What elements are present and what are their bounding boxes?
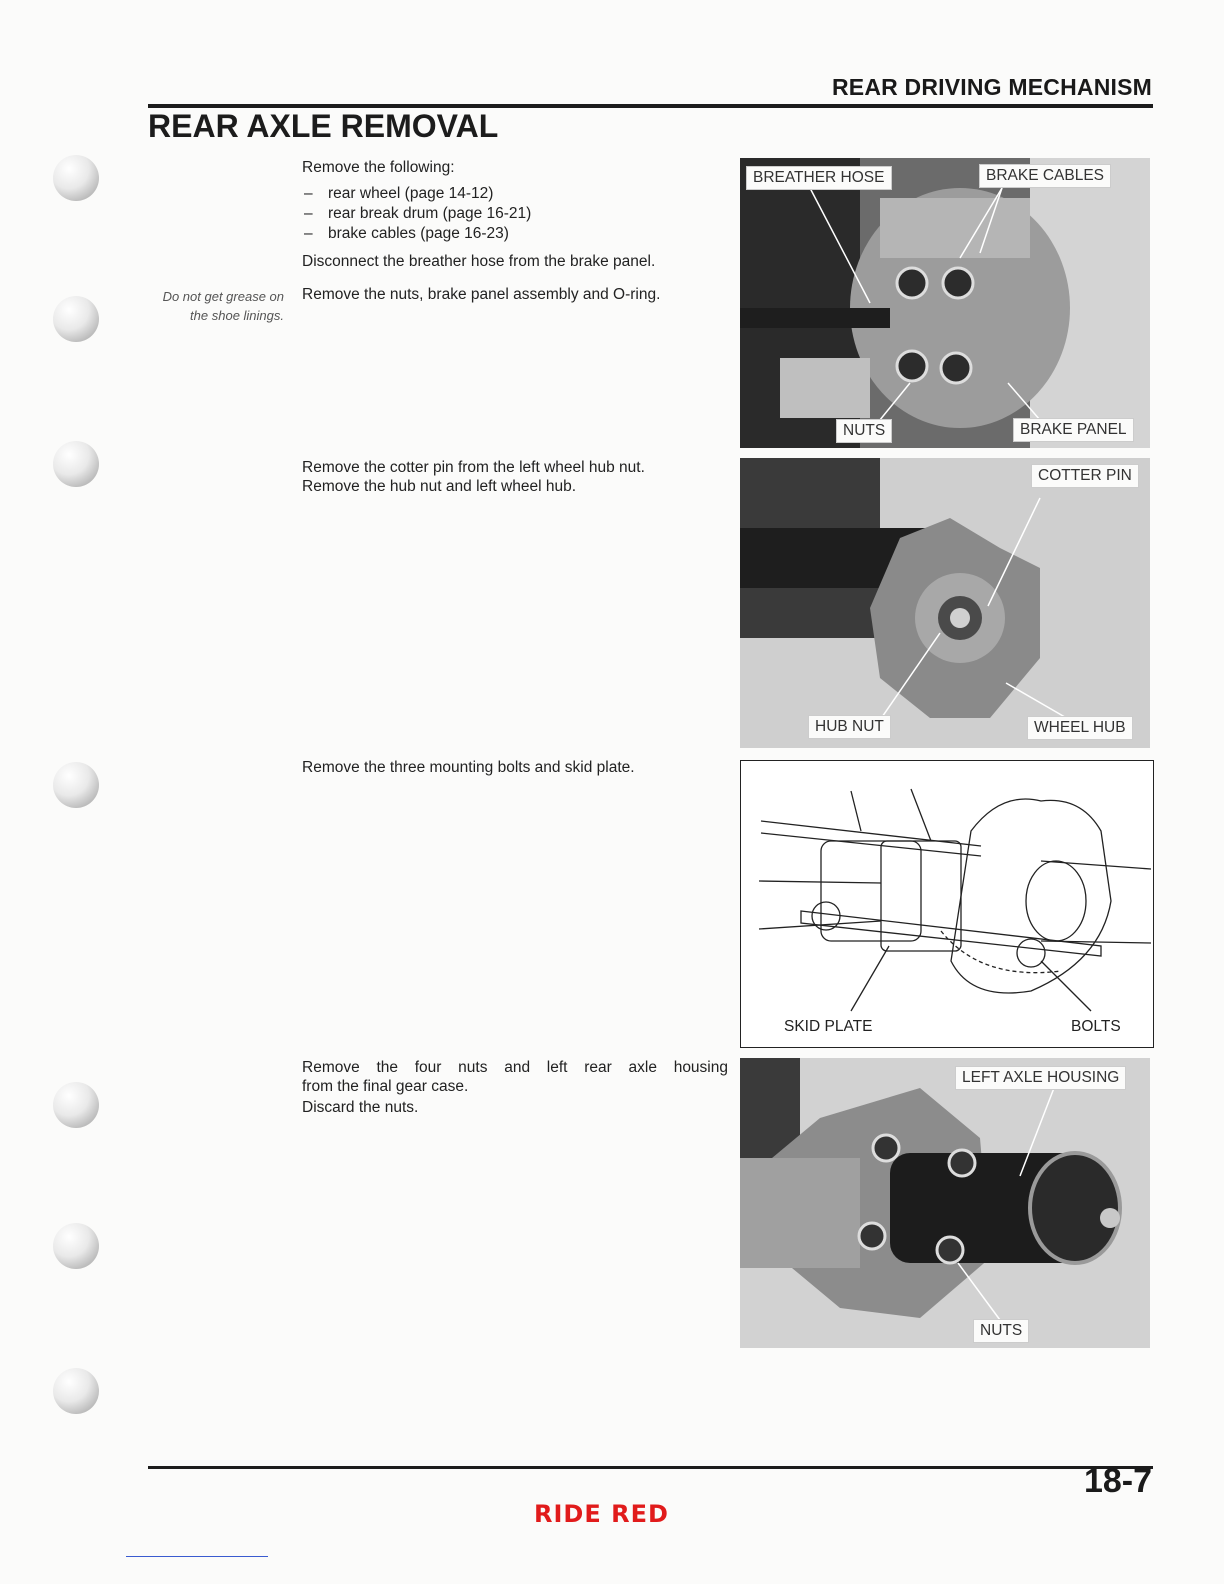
list-item: – brake cables (page 16-23) bbox=[302, 224, 531, 244]
step4-line2: from the final gear case. bbox=[302, 1078, 469, 1095]
cotter-pin-callout: COTTER PIN bbox=[1031, 464, 1139, 488]
axle-housing-photo bbox=[740, 1058, 1150, 1348]
binder-hole bbox=[53, 1368, 99, 1414]
step1-list bbox=[302, 184, 531, 244]
step2-line2: Remove the hub nut and left wheel hub. bbox=[302, 478, 577, 495]
section-header: REAR DRIVING MECHANISM bbox=[831, 74, 1152, 100]
list-item: – rear wheel (page 14-12) bbox=[302, 184, 531, 204]
binder-hole bbox=[53, 155, 99, 201]
binder-hole bbox=[53, 762, 99, 808]
binder-hole bbox=[53, 441, 99, 487]
bottom-link-underline bbox=[126, 1556, 268, 1557]
step1-remove: Remove the nuts, brake panel assembly and O-ring. bbox=[302, 286, 661, 303]
left-axle-housing-callout: LEFT AXLE HOUSING bbox=[955, 1066, 1126, 1090]
page-number: 18-7 bbox=[1083, 1462, 1152, 1500]
nuts-callout: NUTS bbox=[973, 1319, 1029, 1343]
brake-panel-callout: BRAKE PANEL bbox=[1013, 418, 1134, 442]
hub-nut-callout: HUB NUT bbox=[808, 715, 891, 739]
binder-hole bbox=[53, 296, 99, 342]
bolts-label: BOLTS bbox=[1071, 1018, 1121, 1035]
list-item: – rear break drum (page 16-21) bbox=[302, 204, 531, 224]
brake-panel-photo bbox=[740, 158, 1150, 448]
binder-hole bbox=[53, 1223, 99, 1269]
step4-line3: Discard the nuts. bbox=[302, 1099, 419, 1116]
step1-disconnect: Disconnect the breather hose from the brake panel. bbox=[302, 253, 656, 270]
nuts-callout: NUTS bbox=[836, 419, 892, 443]
page-title: REAR AXLE REMOVAL bbox=[148, 108, 499, 144]
step2-line1: Remove the cotter pin from the left wheel hub nut. bbox=[302, 459, 645, 476]
step3-text: Remove the three mounting bolts and skid plate. bbox=[302, 759, 635, 776]
skid-plate-diagram bbox=[740, 760, 1154, 1048]
skid-plate-label: SKID PLATE bbox=[784, 1018, 873, 1035]
wheel-hub-photo bbox=[740, 458, 1150, 748]
breather-hose-callout: BREATHER HOSE bbox=[746, 166, 892, 190]
brand-logo: RIDE RED bbox=[534, 1500, 669, 1528]
margin-note: Do not get grease on the shoe linings. bbox=[162, 289, 284, 323]
wheel-hub-callout: WHEEL HUB bbox=[1027, 716, 1133, 740]
step4-line1: Remove the four nuts and left rear axle housing bbox=[302, 1059, 728, 1076]
footer-rule bbox=[148, 1466, 1153, 1469]
step1-intro: Remove the following: bbox=[302, 159, 455, 176]
binder-hole bbox=[53, 1082, 99, 1128]
brake-cables-callout: BRAKE CABLES bbox=[979, 164, 1111, 188]
